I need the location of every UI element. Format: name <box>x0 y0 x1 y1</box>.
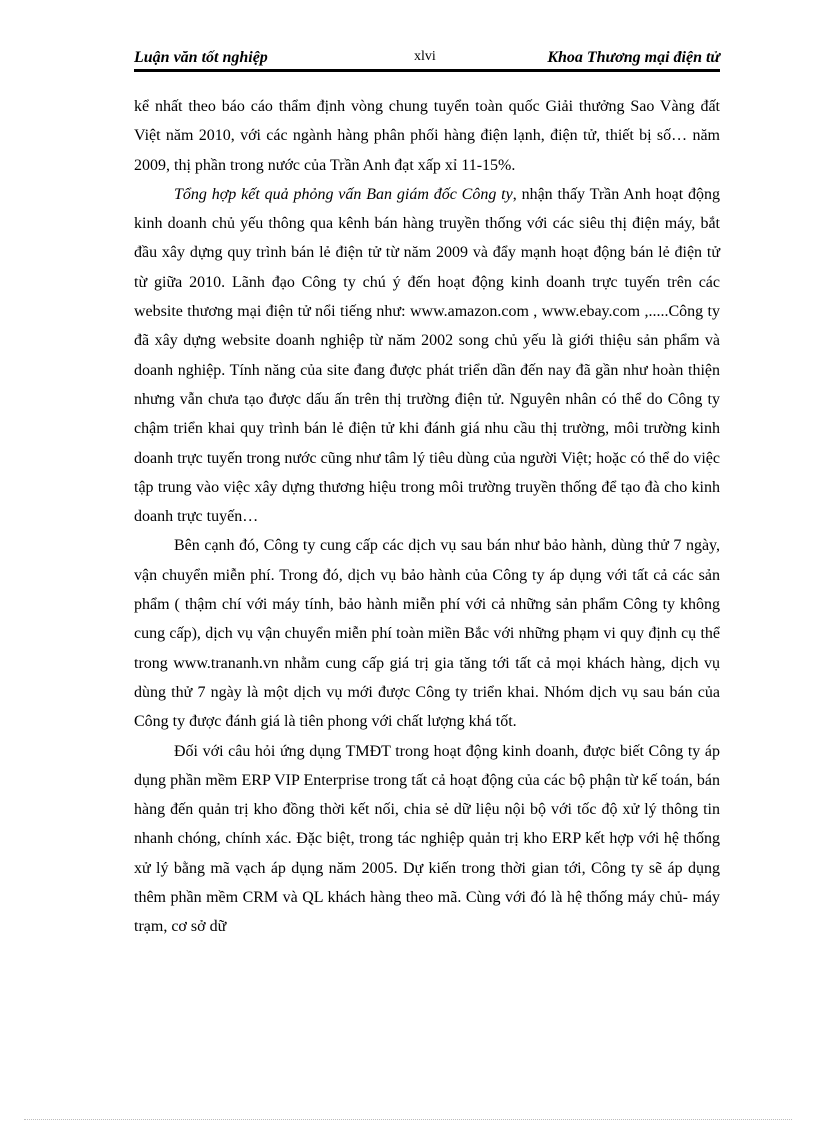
header-thesis-title: Luận văn tốt nghiệp <box>134 49 268 66</box>
paragraph-interview-text: , nhận thấy Trần Anh hoạt động kinh doanh chủ yếu thông qua kênh bán hàng truyền thống với các siêu thị điện máy, bắt đầu xây dựng quy trình bán lẻ điện tử từ năm 2009 và đẩy mạnh hoạt động bán lẻ điện tử từ giữa 2010. Lãnh đạo Công ty chú ý đến hoạt động kinh doanh trực tuyến trên các website thương mại điện tử nổi tiếng như: www.amazon.com , www.ebay.com ,.....Công ty đã xây dựng website doanh nghiệp từ năm 2002 song chủ yếu là giới thiệu sản phẩm và doanh nghiệp. Tính năng của site đang được phát triển dần đến nay đã gần như hoàn thiện nhưng vẫn chưa tạo được dấu ấn trên thị trường điện tử. Nguyên nhân có thể do Công ty chậm triển khai quy trình bán lẻ điện tử khi đánh giá nhu cầu thị trường, môi trường kinh doanh trực tuyến trong nước cũng như tâm lý tiêu dùng của người Việt; hoặc có thể do việc tập trung vào việc xây dựng thương hiệu trong môi trường truyền thống để tạo đà cho kinh doanh trực tuyến… <box>134 185 720 526</box>
paragraph-ecommerce-application: Đối với câu hỏi ứng dụng TMĐT trong hoạt động kinh doanh, được biết Công ty áp dụng phần mềm ERP VIP Enterprise trong tất cả hoạt động của các bộ phận từ kế toán, bán hàng đến quản trị kho đồng thời kết nối, chia sẻ dữ liệu nội bộ với tốc độ xử lý thông tin nhanh chóng, chính xác. Đặc biệt, trong tác nghiệp quản trị kho ERP kết hợp với hệ thống xử lý bằng mã vạch áp dụng năm 2005. Dự kiến trong thời gian tới, Công ty sẽ áp dụng thêm phần mềm CRM và QL khách hàng theo mã. Cùng với đó là hệ thống máy chủ- máy trạm, cơ sở dữ <box>134 742 720 936</box>
paragraph-interview-summary <box>134 180 720 532</box>
paragraph-continuation: kể nhất theo báo cáo thẩm định vòng chung tuyển toàn quốc Giải thưởng Sao Vàng đất Việt năm 2010, với các ngành hàng phân phối hàng điện lạnh, điện tử, thiết bị số… năm 2009, thị phần trong nước của Trần Anh đạt xấp xỉ 11-15%. <box>134 98 720 174</box>
page-header <box>134 47 720 69</box>
page-bottom-border <box>24 1119 792 1120</box>
document-body <box>134 92 720 942</box>
header-divider <box>134 69 720 72</box>
header-faculty: Khoa Thương mại điện tử <box>547 49 720 66</box>
paragraph-after-sales: Bên cạnh đó, Công ty cung cấp các dịch vụ sau bán như bảo hành, dùng thử 7 ngày, vận chuyển miễn phí. Trong đó, dịch vụ bảo hành của Công ty áp dụng với tất cả các sản phẩm ( thậm chí với máy tính, bảo hành miễn phí với cả những sản phẩm Công ty không cung cấp), dịch vụ vận chuyển miễn phí toàn miền Bắc với những phạm vi quy định cụ thể trong www.trananh.vn nhằm cung cấp giá trị gia tăng tới tất cả mọi khách hàng, dịch vụ dùng thử 7 ngày là một dịch vụ mới được Công ty triển khai. Nhóm dịch vụ sau bán của Công ty được đánh giá là tiên phong với chất lượng khá tốt. <box>134 537 720 731</box>
italic-lead: Tổng hợp kết quả phỏng vấn Ban giám đốc Công ty <box>174 185 513 203</box>
page-number: xlvi <box>414 49 436 64</box>
